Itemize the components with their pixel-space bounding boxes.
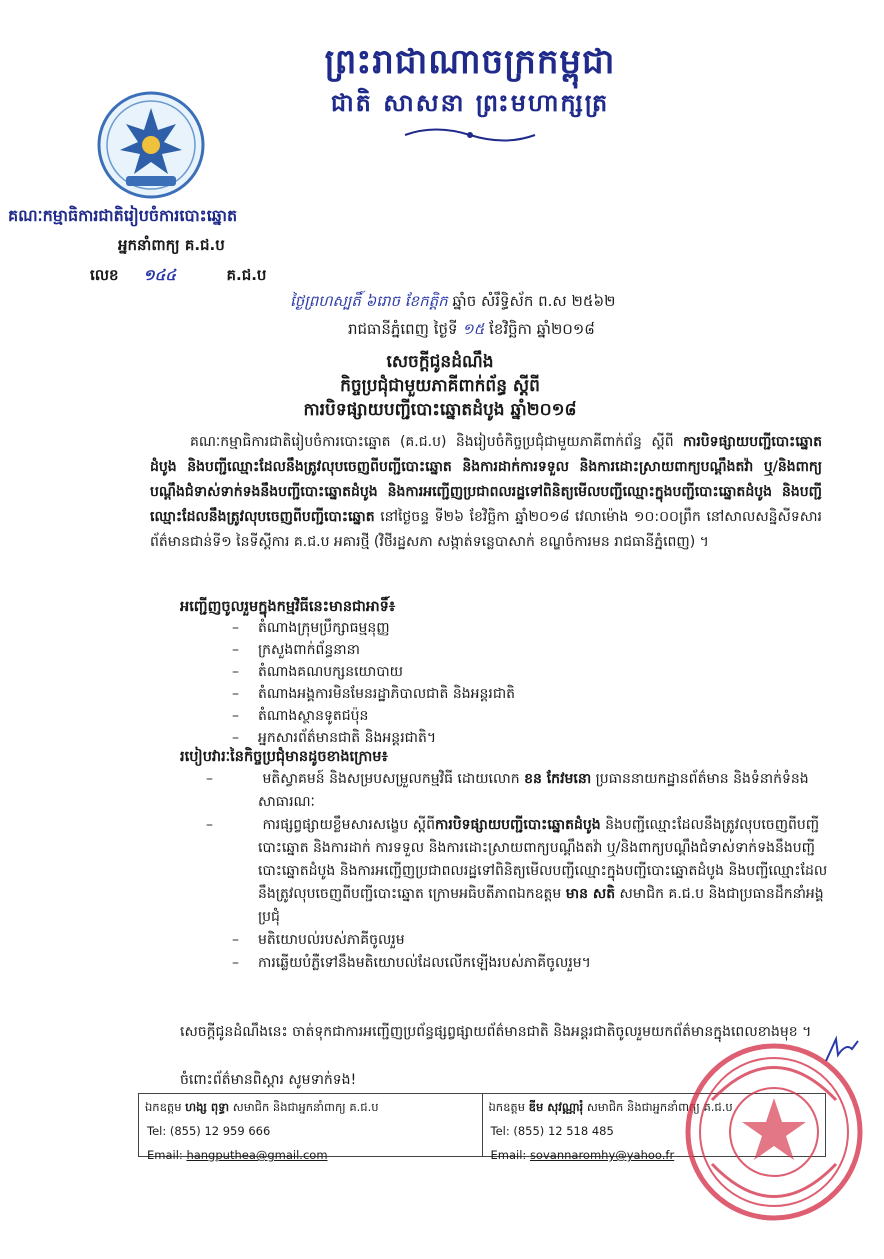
agenda-item-1-role: ប្រធាននាយកដ្ឋានព័ត៌មាន និងទំនាក់ទំនងសាធារណៈ (258, 771, 809, 810)
official-seal-stamp-icon (682, 1040, 866, 1224)
signature-initials-icon (822, 1035, 862, 1065)
contact-email-link[interactable]: sovannaromhy@yahoo.fr (529, 1148, 675, 1162)
contact-email-line (147, 1148, 328, 1162)
title-line-3: ការបិទផ្សាយបញ្ជីបោះឆ្នោតដំបូង ឆ្នាំ២០១៨ (303, 400, 577, 420)
solar-date-prefix: រាជធានីភ្នំពេញ ថ្ងៃទី (348, 320, 458, 338)
contact-email-line (491, 1148, 675, 1162)
agenda-item-2-role: សមាជិក គ.ជ.ប និងជាប្រធានដឹកនាំអង្គប្រជុំ (258, 886, 824, 925)
agenda-item-2-text: ការផ្សព្វផ្សាយខ្លឹមសារសង្ខេប ស្តីពី (262, 817, 435, 833)
list-item: – តំណាងក្រុមប្រឹក្សាធម្មនុញ្ញ (232, 617, 515, 639)
agenda-item-1-name: ខន កែវមនោ (524, 771, 592, 787)
list-item: – តំណាងស្ថានទូតជប៉ុន (232, 705, 515, 727)
attendee-list (232, 617, 515, 749)
intro-rest-text: នៅថ្ងៃចន្ទ ទី២៦ ខែវិច្ឆិកា ឆ្នាំ២០១៨ វេលាម៉ោង ១០:០០ព្រឹក នៅសាលសន្និសីទសារព័ត៌មានជាន់ទី១ នៃទីស្តីការ គ.ជ.ប អគារថ្មី (វិថីរដ្ឋសភា សង្កាត់ទន្លេបាសាក់ ខណ្ឌចំការមន រាជធានីភ្នំពេញ) ។ (150, 509, 822, 550)
email-label: Email: (490, 1148, 530, 1162)
agenda-list (232, 768, 832, 975)
agenda-heading: របៀបវារៈនៃកិច្ចប្រជុំមានដូចខាងក្រោម៖ (180, 749, 388, 765)
ref-label: លេខ (90, 266, 119, 284)
contact-prefix: ឯកឧត្តម (145, 1100, 182, 1114)
closing-note: ចំពោះព័ត៌មានពិស្តារ សូមទាក់ទង! (180, 1072, 357, 1088)
contact-role: សមាជិក និងជាអ្នកនាំពាក្យ គ.ជ.ប (586, 1100, 733, 1114)
spokesman-label: អ្នកនាំពាក្យ គ.ជ.ប (118, 236, 225, 254)
contact-tel: Tel: (855) 12 959 666 (147, 1124, 271, 1138)
agenda-item-2-bold: ការបិទផ្សាយបញ្ជីបោះឆ្នោតដំបូង (435, 817, 601, 833)
agenda-item-2-rest: និងបញ្ជីឈ្មោះដែលនឹងត្រូវលុបចេញពីបញ្ជីបោះឆ្នោត និងការដាក់ ការទទួល និងការដោះស្រាយពាក្យបណ្តឹងតវ៉ា ឬ/និងពាក្យបណ្តឹងជំទាស់ទាក់ទងនឹងបញ្ជីបោះឆ្នោតដំបូង និងការអញ្ជើញប្រជាពលរដ្ឋទៅពិនិត្យមើលបញ្ជីឈ្មោះក្នុងបញ្ជីបោះឆ្នោតដំបូង និងបញ្ជីឈ្មោះដែលនឹងត្រូវលុបចេញពីបញ្ជីបោះឆ្នោត ក្រោមអធិបតីភាពឯកឧត្តម (258, 817, 828, 902)
email-label: Email: (147, 1148, 187, 1162)
attendees-heading: អញ្ជើញចូលរួមក្នុងកម្មវិធីនេះមានជាអាទិ៍៖ (180, 599, 396, 615)
title-line-2: កិច្ចប្រជុំជាមួយភាគីពាក់ព័ន្ធ ស្តីពី (340, 376, 540, 396)
organization-name: គណៈកម្មាធិការជាតិរៀបចំការបោះឆ្នោត (8, 206, 238, 225)
kingdom-title: ព្រះរាជាណាចក្រកម្ពុជា (324, 42, 616, 82)
lunar-date (290, 292, 615, 314)
solar-date (348, 320, 595, 342)
contact-email-link[interactable]: hangputhea@gmail.com (186, 1148, 328, 1162)
agenda-item-2 (232, 814, 832, 929)
intro-text: គណៈកម្មាធិការជាតិរៀបចំការបោះឆ្នោត (គ.ជ.ប) និងរៀបចំកិច្ចប្រជុំជាមួយភាគីពាក់ព័ន្ធ ស្តីពី (190, 434, 674, 450)
solar-date-suffix: ខែវិច្ឆិកា ឆ្នាំ២០១៨ (489, 320, 595, 338)
lunar-date-printed: ឆ្នាំច សំរឹទ្ធិស័ក ព.ស ២៥៦២ (452, 292, 616, 310)
contact-name: ហង្ស ពុទ្ធា (185, 1100, 230, 1114)
list-item: – តំណាងគណបក្សនយោបាយ (232, 661, 515, 683)
intro-bold-text: ការបិទផ្សាយបញ្ជីបោះឆ្នោតដំបូង និងបញ្ជីឈ្មោះដែលនឹងត្រូវលុបចេញពីបញ្ជីបោះឆ្នោត និងការដាក់ការទទួល និងការដោះស្រាយពាក្យបណ្តឹងតវ៉ា ឬ/និងពាក្យបណ្តឹងជំទាស់ទាក់ទងនឹងបញ្ជីបោះឆ្នោតដំបូង និងការអញ្ជើញប្រជាពលរដ្ឋទៅពិនិត្យមើលបញ្ជីឈ្មោះក្នុងបញ្ជីបោះឆ្នោតដំបូង និងបញ្ជីឈ្មោះដែលនឹងត្រូវលុបចេញពីបញ្ជីបោះឆ្នោត (150, 434, 822, 525)
solar-date-day: ១៥ (462, 320, 485, 338)
agenda-item-4: – ការឆ្លើយបំភ្លឺទៅនឹងមតិយោបល់ដែលលើកឡើងរបស់ភាគីចូលរួម។ (232, 952, 832, 975)
nec-emblem-logo (96, 90, 206, 200)
contact-tel: Tel: (855) 12 518 485 (490, 1124, 614, 1138)
list-item: – តំណាងអង្គការមិនមែនរដ្ឋាភិបាលជាតិ និងអន្តរជាតិ (232, 683, 515, 705)
ornament-divider-icon (400, 124, 540, 146)
contact-name-line (145, 1100, 379, 1117)
list-item: – ក្រសួងពាក់ព័ន្ធនានា (232, 639, 515, 661)
agenda-item-1-text: មតិស្វាគមន៍ និងសម្របសម្រួលកម្មវិធី ដោយលោក (262, 771, 520, 787)
lunar-date-handwritten: ថ្ងៃព្រហស្បតិ៍ ៦រោច ខែកត្តិក (290, 292, 448, 310)
intro-paragraph (150, 430, 822, 555)
contact-card-1 (139, 1094, 482, 1162)
contact-role: សមាជិក និងជាអ្នកនាំពាក្យ គ.ជ.ប (232, 1100, 379, 1114)
contact-name: ឌីម សុវណ្ណារុំ (528, 1100, 584, 1114)
reference-number-line (90, 266, 266, 288)
closing-paragraph: សេចក្តីជូនដំណឹងនេះ ចាត់ទុកជាការអញ្ជើញប្រព័ន្ធផ្សព្វផ្សាយព័ត៌មានជាតិ និងអន្តរជាតិចូលរួមយកព័ត៌មានក្នុងពេលខាងមុខ ។ (180, 1024, 812, 1040)
document-title (160, 350, 720, 422)
agenda-item-3: – មតិយោបល់របស់ភាគីចូលរួម (232, 929, 832, 952)
list-item: – អ្នកសារព័ត៌មានជាតិ និងអន្តរជាតិ។ (232, 727, 515, 749)
title-line-1: សេចក្តីជូនដំណឹង (386, 352, 494, 372)
national-motto: ជាតិ សាសនា ព្រះមហាក្សត្រ (330, 89, 610, 117)
agenda-item-2-name: មាន សតិ (565, 886, 616, 902)
contact-prefix: ឯកឧត្តម (488, 1100, 525, 1114)
ref-number: ១៤៤ (143, 266, 176, 284)
agenda-item-1 (232, 768, 832, 814)
ref-suffix: គ.ជ.ប (226, 266, 267, 284)
